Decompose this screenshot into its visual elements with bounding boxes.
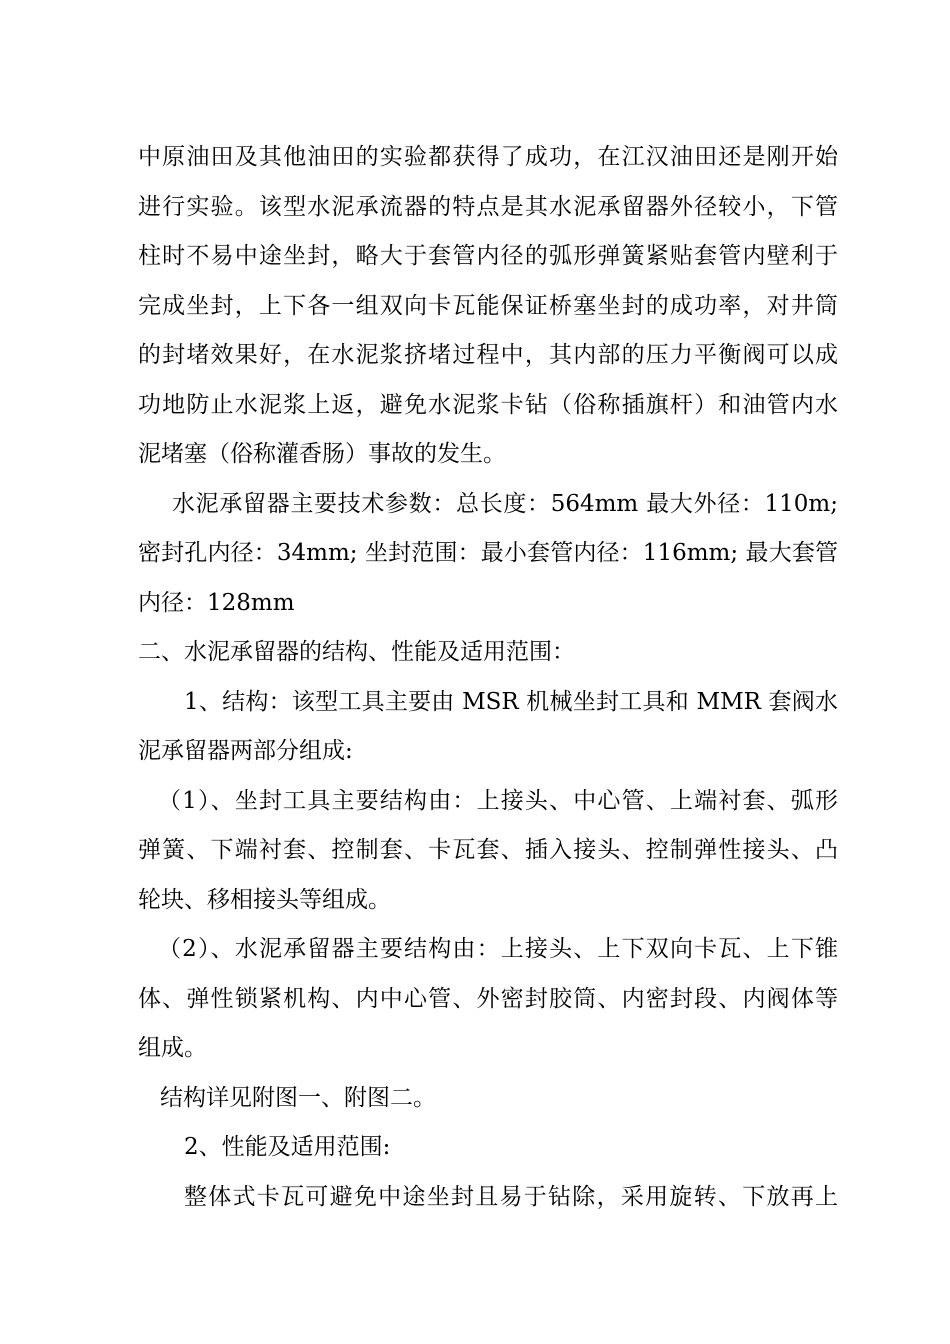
parameter-line: 水泥承留器主要技术参数：总长度：564mm 最大外径：110m; xyxy=(172,491,838,517)
structure-line: 1、结构：该型工具主要由 MSR 机械坐封工具和 MMR 套阀水 xyxy=(184,689,838,715)
paragraph-line: 柱时不易中途坐封，略大于套管内径的弧形弹簧紧贴套管内壁利于 xyxy=(138,243,838,269)
list-item-line: 弹簧、下端衬套、控制套、卡瓦套、插入接头、控制弹性接头、凸 xyxy=(138,837,838,863)
list-item-line: 体、弹性锁紧机构、内中心管、外密封胶筒、内密封段、内阀体等 xyxy=(138,986,838,1012)
parameter-line: 内径：128mm xyxy=(138,590,295,616)
list-item-line: （2）、水泥承留器主要结构由：上接头、上下双向卡瓦、上下锥 xyxy=(158,936,838,962)
paragraph-line: 整体式卡瓦可避免中途坐封且易于钻除，采用旋转、下放再上 xyxy=(184,1184,838,1210)
subsection-heading: 2、性能及适用范围: xyxy=(184,1134,391,1160)
paragraph-line: 中原油田及其他油田的实验都获得了成功，在江汉油田还是刚开始 xyxy=(138,144,838,170)
section-heading: 二、水泥承留器的结构、性能及适用范围： xyxy=(138,639,575,665)
paragraph-line: 的封堵效果好，在水泥浆挤堵过程中，其内部的压力平衡阀可以成 xyxy=(138,342,838,368)
paragraph-line: 完成坐封，上下各一组双向卡瓦能保证桥塞坐封的成功率，对井筒 xyxy=(138,293,838,319)
parameter-line: 密封孔内径：34mm; 坐封范围：最小套管内径：116mm; 最大套管 xyxy=(138,540,838,566)
list-item-line: 组成。 xyxy=(138,1035,207,1061)
paragraph-line: 泥堵塞（俗称灌香肠）事故的发生。 xyxy=(138,441,506,467)
list-item-line: 轮块、移相接头等组成。 xyxy=(138,887,391,913)
structure-line: 泥承留器两部分组成: xyxy=(138,738,353,764)
paragraph-line: 功地防止水泥浆上返，避免水泥浆卡钻（俗称插旗杆）和油管内水 xyxy=(138,392,838,418)
paragraph-line: 进行实验。该型水泥承流器的特点是其水泥承留器外径较小，下管 xyxy=(138,194,838,220)
list-item-line: （1）、坐封工具主要结构由：上接头、中心管、上端衬套、弧形 xyxy=(158,788,838,814)
reference-line: 结构详见附图一、附图二。 xyxy=(160,1085,436,1111)
